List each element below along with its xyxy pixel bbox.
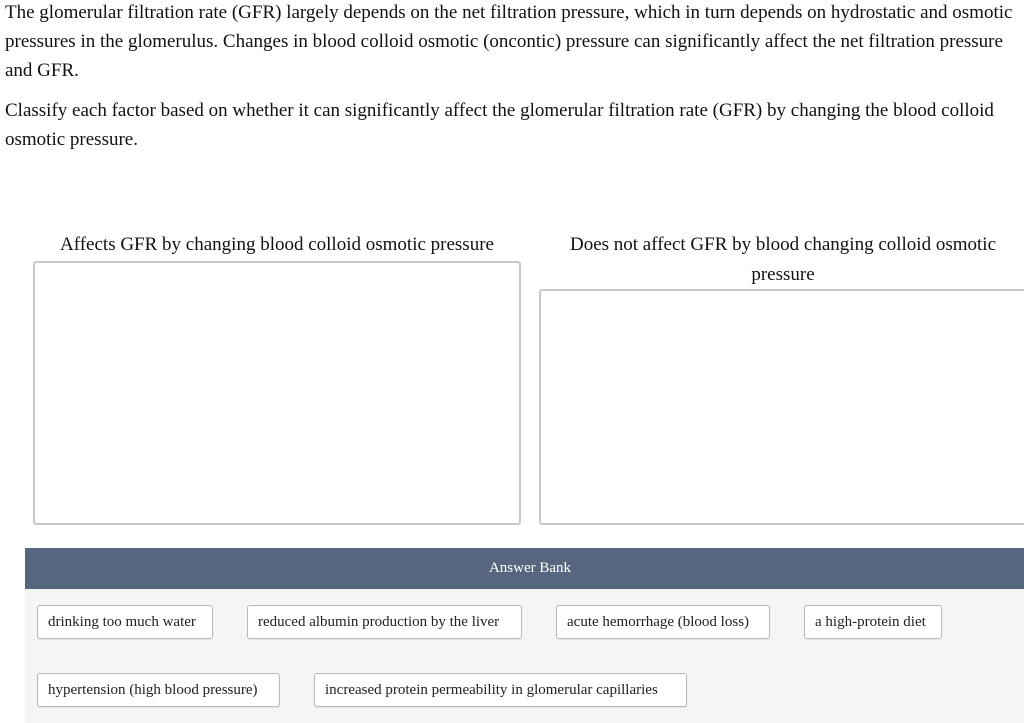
answer-chip-protein-permeability[interactable]: increased protein permeability in glomerular capillaries [314,673,687,707]
answer-chip-hypertension[interactable]: hypertension (high blood pressure) [37,673,280,707]
answer-bank-header: Answer Bank [25,548,1024,589]
category-title-affects: Affects GFR by changing blood colloid osmotic pressure [60,234,494,255]
question-intro-text: The glomerular filtration rate (GFR) largely depends on the net filtration pressure, which in turn depends on hydrostatic and osmotic pressures in the glomerulus. Changes in blood colloid osmotic (oncontic) pressure can significantly affect the net filtration pressure and GFR. [5,2,1013,81]
answer-chip-acute-hemorrhage[interactable]: acute hemorrhage (blood loss) [556,605,770,639]
drop-zone-does-not-affect[interactable] [539,289,1024,525]
question-instruction-text: Classify each factor based on whether it can significantly affect the glomerular filtration rate (GFR) by changing the blood colloid osmotic pressure. [5,100,994,150]
category-title-does-not-affect: Does not affect GFR by blood changing colloid osmotic pressure [569,234,997,285]
answer-chip-drinking-water[interactable]: drinking too much water [37,605,213,639]
drop-zone-affects[interactable] [33,261,521,525]
answer-bank [25,548,1024,723]
answer-chip-reduced-albumin[interactable]: reduced albumin production by the liver [247,605,522,639]
answer-chip-high-protein-diet[interactable]: a high-protein diet [804,605,942,639]
